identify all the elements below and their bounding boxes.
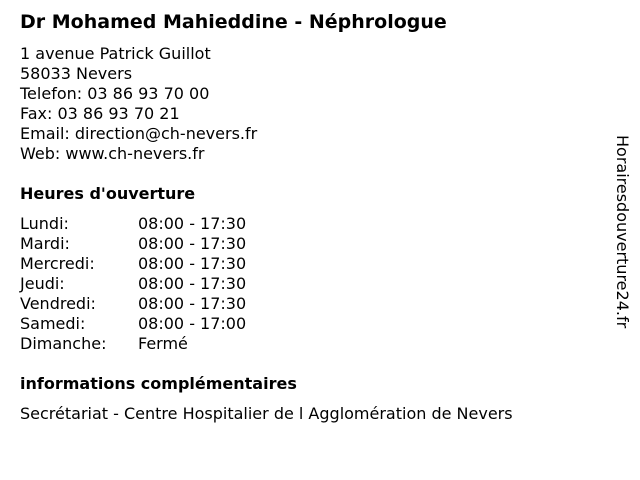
day-label: Samedi:	[20, 314, 86, 333]
day-label: Jeudi:	[20, 274, 65, 293]
additional-info-heading: informations complémentaires	[20, 374, 297, 393]
day-time: 08:00 - 17:30	[138, 214, 247, 233]
day-label: Mardi:	[20, 234, 70, 253]
email-line: Email: direction@ch-nevers.fr	[20, 124, 258, 143]
day-label: Vendredi:	[20, 294, 96, 313]
phone-line: Telefon: 03 86 93 70 00	[20, 84, 210, 103]
day-label: Lundi:	[20, 214, 69, 233]
day-label: Dimanche:	[20, 334, 107, 353]
day-label: Mercredi:	[20, 254, 95, 273]
day-time: Fermé	[138, 334, 188, 353]
additional-info-text: Secrétariat - Centre Hospitalier de l Agglomération de Nevers	[20, 404, 513, 423]
opening-hours-heading: Heures d'ouverture	[20, 184, 196, 203]
contact-block	[20, 44, 257, 164]
address-street: 1 avenue Patrick Guillot	[20, 44, 211, 63]
site-watermark: Horairesdouverture24.fr	[613, 135, 632, 329]
day-time: 08:00 - 17:30	[138, 294, 247, 313]
address-city: 58033 Nevers	[20, 64, 133, 83]
fax-line: Fax: 03 86 93 70 21	[20, 104, 180, 123]
day-time: 08:00 - 17:30	[138, 234, 247, 253]
web-line: Web: www.ch-nevers.fr	[20, 144, 205, 163]
page-title: Dr Mohamed Mahieddine - Néphrologue	[20, 11, 447, 33]
day-time: 08:00 - 17:30	[138, 254, 247, 273]
day-time: 08:00 - 17:00	[138, 314, 247, 333]
day-time: 08:00 - 17:30	[138, 274, 247, 293]
